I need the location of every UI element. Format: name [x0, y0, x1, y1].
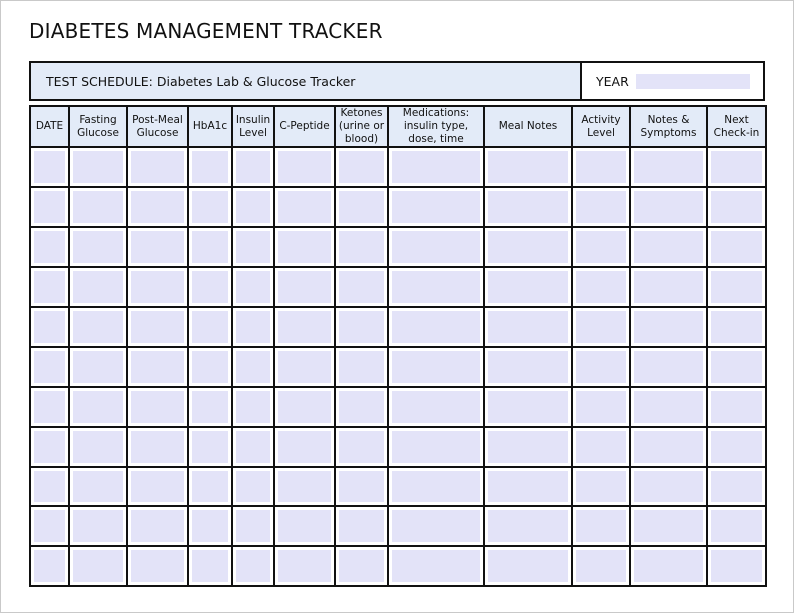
- table-cell-notes-symptoms: [630, 427, 707, 467]
- table-cell-date: [30, 427, 69, 467]
- table-cell-notes-symptoms: [630, 187, 707, 227]
- column-header-medications: Medications: insulin type, dose, time: [388, 106, 484, 147]
- medications-input[interactable]: [392, 231, 480, 263]
- ketones-input[interactable]: [339, 550, 384, 582]
- meal-notes-input[interactable]: [488, 151, 568, 183]
- activity-level-input[interactable]: [576, 151, 626, 183]
- c-peptide-input[interactable]: [278, 510, 331, 542]
- table-cell-fasting-glucose: [69, 387, 127, 427]
- table-cell-notes-symptoms: [630, 506, 707, 546]
- table-cell-c-peptide: [274, 187, 335, 227]
- notes-symptoms-input[interactable]: [634, 191, 703, 223]
- table-cell-hba1c: [188, 147, 232, 187]
- table-cell-meal-notes: [484, 387, 572, 427]
- table-cell-ketones: [335, 267, 388, 307]
- fasting-glucose-input[interactable]: [73, 191, 123, 223]
- ketones-input[interactable]: [339, 431, 384, 463]
- table-cell-hba1c: [188, 467, 232, 507]
- table-cell-next-check-in: [707, 546, 766, 586]
- meal-notes-input[interactable]: [488, 231, 568, 263]
- activity-level-input[interactable]: [576, 231, 626, 263]
- table-cell-activity-level: [572, 506, 630, 546]
- insulin-level-input[interactable]: [236, 391, 270, 423]
- table-cell-ketones: [335, 227, 388, 267]
- test-schedule-label: TEST SCHEDULE: Diabetes Lab & Glucose Tracker: [31, 63, 582, 99]
- meal-notes-input[interactable]: [488, 191, 568, 223]
- ketones-input[interactable]: [339, 191, 384, 223]
- insulin-level-input[interactable]: [236, 271, 270, 303]
- table-row: [30, 307, 766, 347]
- c-peptide-input[interactable]: [278, 391, 331, 423]
- date-input[interactable]: [34, 231, 65, 263]
- table-cell-notes-symptoms: [630, 227, 707, 267]
- table-cell-notes-symptoms: [630, 267, 707, 307]
- table-cell-insulin-level: [232, 227, 274, 267]
- table-cell-meal-notes: [484, 227, 572, 267]
- hba1c-input[interactable]: [192, 431, 228, 463]
- table-cell-insulin-level: [232, 546, 274, 586]
- c-peptide-input[interactable]: [278, 311, 331, 343]
- table-cell-fasting-glucose: [69, 427, 127, 467]
- table-cell-activity-level: [572, 467, 630, 507]
- table-cell-insulin-level: [232, 267, 274, 307]
- table-cell-activity-level: [572, 546, 630, 586]
- fasting-glucose-input[interactable]: [73, 311, 123, 343]
- table-cell-meal-notes: [484, 506, 572, 546]
- next-check-in-input[interactable]: [711, 391, 762, 423]
- table-cell-date: [30, 467, 69, 507]
- table-cell-ketones: [335, 506, 388, 546]
- table-cell-next-check-in: [707, 147, 766, 187]
- fasting-glucose-input[interactable]: [73, 351, 123, 383]
- table-cell-hba1c: [188, 187, 232, 227]
- ketones-input[interactable]: [339, 271, 384, 303]
- table-cell-ketones: [335, 427, 388, 467]
- table-cell-medications: [388, 506, 484, 546]
- next-check-in-input[interactable]: [711, 471, 762, 503]
- table-cell-activity-level: [572, 147, 630, 187]
- medications-input[interactable]: [392, 550, 480, 582]
- meal-notes-input[interactable]: [488, 510, 568, 542]
- table-cell-medications: [388, 267, 484, 307]
- table-cell-fasting-glucose: [69, 187, 127, 227]
- next-check-in-input[interactable]: [711, 231, 762, 263]
- tracker-table: [29, 105, 767, 587]
- hba1c-input[interactable]: [192, 550, 228, 582]
- table-row: [30, 187, 766, 227]
- hba1c-input[interactable]: [192, 351, 228, 383]
- column-header-next-check-in: Next Check-in: [707, 106, 766, 147]
- c-peptide-input[interactable]: [278, 550, 331, 582]
- c-peptide-input[interactable]: [278, 471, 331, 503]
- insulin-level-input[interactable]: [236, 550, 270, 582]
- meal-notes-input[interactable]: [488, 471, 568, 503]
- date-input[interactable]: [34, 311, 65, 343]
- table-cell-hba1c: [188, 387, 232, 427]
- table-cell-medications: [388, 427, 484, 467]
- activity-level-input[interactable]: [576, 351, 626, 383]
- table-cell-c-peptide: [274, 387, 335, 427]
- next-check-in-input[interactable]: [711, 271, 762, 303]
- year-input[interactable]: [636, 74, 750, 89]
- post-meal-glucose-input[interactable]: [131, 471, 184, 503]
- table-cell-insulin-level: [232, 467, 274, 507]
- notes-symptoms-input[interactable]: [634, 351, 703, 383]
- post-meal-glucose-input[interactable]: [131, 191, 184, 223]
- column-header-meal-notes: Meal Notes: [484, 106, 572, 147]
- table-cell-c-peptide: [274, 506, 335, 546]
- table-cell-next-check-in: [707, 187, 766, 227]
- notes-symptoms-input[interactable]: [634, 550, 703, 582]
- table-cell-post-meal-glucose: [127, 347, 188, 387]
- table-cell-date: [30, 267, 69, 307]
- insulin-level-input[interactable]: [236, 311, 270, 343]
- table-cell-post-meal-glucose: [127, 427, 188, 467]
- table-cell-meal-notes: [484, 347, 572, 387]
- date-input[interactable]: [34, 351, 65, 383]
- medications-input[interactable]: [392, 151, 480, 183]
- table-row: [30, 427, 766, 467]
- notes-symptoms-input[interactable]: [634, 510, 703, 542]
- table-cell-meal-notes: [484, 267, 572, 307]
- table-row: [30, 546, 766, 586]
- activity-level-input[interactable]: [576, 471, 626, 503]
- table-cell-notes-symptoms: [630, 546, 707, 586]
- table-cell-post-meal-glucose: [127, 546, 188, 586]
- post-meal-glucose-input[interactable]: [131, 550, 184, 582]
- fasting-glucose-input[interactable]: [73, 471, 123, 503]
- ketones-input[interactable]: [339, 510, 384, 542]
- c-peptide-input[interactable]: [278, 351, 331, 383]
- table-cell-next-check-in: [707, 267, 766, 307]
- table-cell-date: [30, 387, 69, 427]
- table-cell-next-check-in: [707, 307, 766, 347]
- notes-symptoms-input[interactable]: [634, 391, 703, 423]
- table-cell-fasting-glucose: [69, 267, 127, 307]
- medications-input[interactable]: [392, 311, 480, 343]
- hba1c-input[interactable]: [192, 151, 228, 183]
- table-cell-notes-symptoms: [630, 467, 707, 507]
- table-cell-activity-level: [572, 307, 630, 347]
- meal-notes-input[interactable]: [488, 550, 568, 582]
- post-meal-glucose-input[interactable]: [131, 510, 184, 542]
- ketones-input[interactable]: [339, 151, 384, 183]
- table-cell-notes-symptoms: [630, 147, 707, 187]
- column-header-activity-level: Activity Level: [572, 106, 630, 147]
- table-cell-medications: [388, 307, 484, 347]
- ketones-input[interactable]: [339, 351, 384, 383]
- activity-level-input[interactable]: [576, 311, 626, 343]
- meal-notes-input[interactable]: [488, 351, 568, 383]
- table-cell-medications: [388, 387, 484, 427]
- post-meal-glucose-input[interactable]: [131, 431, 184, 463]
- table-row: [30, 467, 766, 507]
- table-row: [30, 227, 766, 267]
- table-cell-hba1c: [188, 267, 232, 307]
- table-cell-next-check-in: [707, 506, 766, 546]
- table-cell-hba1c: [188, 227, 232, 267]
- hba1c-input[interactable]: [192, 311, 228, 343]
- table-cell-c-peptide: [274, 147, 335, 187]
- hba1c-input[interactable]: [192, 271, 228, 303]
- date-input[interactable]: [34, 510, 65, 542]
- table-cell-post-meal-glucose: [127, 147, 188, 187]
- table-cell-date: [30, 347, 69, 387]
- table-cell-fasting-glucose: [69, 227, 127, 267]
- table-cell-c-peptide: [274, 467, 335, 507]
- meal-notes-input[interactable]: [488, 271, 568, 303]
- table-cell-post-meal-glucose: [127, 267, 188, 307]
- next-check-in-input[interactable]: [711, 191, 762, 223]
- column-header-insulin-level: Insulin Level: [232, 106, 274, 147]
- table-cell-post-meal-glucose: [127, 387, 188, 427]
- column-header-c-peptide: C-Peptide: [274, 106, 335, 147]
- medications-input[interactable]: [392, 431, 480, 463]
- table-cell-ketones: [335, 307, 388, 347]
- meal-notes-input[interactable]: [488, 311, 568, 343]
- table-cell-next-check-in: [707, 467, 766, 507]
- insulin-level-input[interactable]: [236, 231, 270, 263]
- table-cell-ketones: [335, 387, 388, 427]
- table-cell-activity-level: [572, 187, 630, 227]
- column-header-date: DATE: [30, 106, 69, 147]
- table-cell-insulin-level: [232, 506, 274, 546]
- activity-level-input[interactable]: [576, 191, 626, 223]
- date-input[interactable]: [34, 431, 65, 463]
- medications-input[interactable]: [392, 471, 480, 503]
- insulin-level-input[interactable]: [236, 351, 270, 383]
- column-header-hba1c: HbA1c: [188, 106, 232, 147]
- insulin-level-input[interactable]: [236, 191, 270, 223]
- table-cell-c-peptide: [274, 227, 335, 267]
- year-cell: [582, 63, 763, 99]
- table-cell-fasting-glucose: [69, 546, 127, 586]
- column-header-ketones: Ketones (urine or blood): [335, 106, 388, 147]
- post-meal-glucose-input[interactable]: [131, 231, 184, 263]
- insulin-level-input[interactable]: [236, 510, 270, 542]
- post-meal-glucose-input[interactable]: [131, 351, 184, 383]
- post-meal-glucose-input[interactable]: [131, 271, 184, 303]
- table-cell-post-meal-glucose: [127, 307, 188, 347]
- activity-level-input[interactable]: [576, 431, 626, 463]
- table-cell-meal-notes: [484, 467, 572, 507]
- meal-notes-input[interactable]: [488, 391, 568, 423]
- table-cell-date: [30, 187, 69, 227]
- table-cell-insulin-level: [232, 347, 274, 387]
- insulin-level-input[interactable]: [236, 471, 270, 503]
- table-cell-medications: [388, 227, 484, 267]
- medications-input[interactable]: [392, 271, 480, 303]
- table-cell-date: [30, 546, 69, 586]
- insulin-level-input[interactable]: [236, 431, 270, 463]
- c-peptide-input[interactable]: [278, 271, 331, 303]
- table-cell-meal-notes: [484, 546, 572, 586]
- c-peptide-input[interactable]: [278, 191, 331, 223]
- meal-notes-input[interactable]: [488, 431, 568, 463]
- date-input[interactable]: [34, 271, 65, 303]
- date-input[interactable]: [34, 151, 65, 183]
- activity-level-input[interactable]: [576, 271, 626, 303]
- table-cell-post-meal-glucose: [127, 227, 188, 267]
- table-cell-c-peptide: [274, 267, 335, 307]
- table-cell-medications: [388, 347, 484, 387]
- date-input[interactable]: [34, 471, 65, 503]
- table-cell-insulin-level: [232, 187, 274, 227]
- fasting-glucose-input[interactable]: [73, 510, 123, 542]
- table-cell-c-peptide: [274, 307, 335, 347]
- table-cell-insulin-level: [232, 147, 274, 187]
- table-cell-ketones: [335, 546, 388, 586]
- table-cell-activity-level: [572, 267, 630, 307]
- table-cell-medications: [388, 546, 484, 586]
- table-cell-notes-symptoms: [630, 347, 707, 387]
- table-cell-fasting-glucose: [69, 506, 127, 546]
- table-cell-hba1c: [188, 506, 232, 546]
- table-cell-hba1c: [188, 546, 232, 586]
- table-cell-next-check-in: [707, 427, 766, 467]
- ketones-input[interactable]: [339, 311, 384, 343]
- table-cell-next-check-in: [707, 227, 766, 267]
- hba1c-input[interactable]: [192, 191, 228, 223]
- post-meal-glucose-input[interactable]: [131, 391, 184, 423]
- fasting-glucose-input[interactable]: [73, 550, 123, 582]
- date-input[interactable]: [34, 391, 65, 423]
- table-cell-date: [30, 227, 69, 267]
- table-cell-c-peptide: [274, 546, 335, 586]
- table-row: [30, 387, 766, 427]
- activity-level-input[interactable]: [576, 550, 626, 582]
- insulin-level-input[interactable]: [236, 151, 270, 183]
- fasting-glucose-input[interactable]: [73, 391, 123, 423]
- medications-input[interactable]: [392, 510, 480, 542]
- table-cell-meal-notes: [484, 147, 572, 187]
- table-cell-insulin-level: [232, 307, 274, 347]
- table-cell-next-check-in: [707, 347, 766, 387]
- table-cell-ketones: [335, 187, 388, 227]
- notes-symptoms-input[interactable]: [634, 431, 703, 463]
- table-cell-c-peptide: [274, 347, 335, 387]
- table-cell-fasting-glucose: [69, 147, 127, 187]
- table-cell-notes-symptoms: [630, 387, 707, 427]
- medications-input[interactable]: [392, 391, 480, 423]
- hba1c-input[interactable]: [192, 510, 228, 542]
- next-check-in-input[interactable]: [711, 351, 762, 383]
- notes-symptoms-input[interactable]: [634, 311, 703, 343]
- hba1c-input[interactable]: [192, 231, 228, 263]
- year-label: YEAR: [596, 73, 629, 89]
- table-cell-meal-notes: [484, 307, 572, 347]
- table-cell-medications: [388, 467, 484, 507]
- tracker-body: [30, 147, 766, 586]
- table-cell-fasting-glucose: [69, 307, 127, 347]
- column-header-fasting-glucose: Fasting Glucose: [69, 106, 127, 147]
- table-cell-date: [30, 307, 69, 347]
- date-input[interactable]: [34, 191, 65, 223]
- fasting-glucose-input[interactable]: [73, 231, 123, 263]
- medications-input[interactable]: [392, 191, 480, 223]
- ketones-input[interactable]: [339, 391, 384, 423]
- table-row: [30, 267, 766, 307]
- date-input[interactable]: [34, 550, 65, 582]
- table-cell-fasting-glucose: [69, 347, 127, 387]
- post-meal-glucose-input[interactable]: [131, 151, 184, 183]
- page-title: DIABETES MANAGEMENT TRACKER: [29, 19, 383, 43]
- notes-symptoms-input[interactable]: [634, 151, 703, 183]
- notes-symptoms-input[interactable]: [634, 471, 703, 503]
- table-row: [30, 506, 766, 546]
- table-cell-date: [30, 147, 69, 187]
- table-cell-meal-notes: [484, 427, 572, 467]
- table-cell-post-meal-glucose: [127, 467, 188, 507]
- c-peptide-input[interactable]: [278, 431, 331, 463]
- next-check-in-input[interactable]: [711, 151, 762, 183]
- table-cell-fasting-glucose: [69, 467, 127, 507]
- table-cell-activity-level: [572, 427, 630, 467]
- table-cell-notes-symptoms: [630, 307, 707, 347]
- next-check-in-input[interactable]: [711, 550, 762, 582]
- c-peptide-input[interactable]: [278, 231, 331, 263]
- next-check-in-input[interactable]: [711, 510, 762, 542]
- activity-level-input[interactable]: [576, 510, 626, 542]
- table-cell-activity-level: [572, 387, 630, 427]
- fasting-glucose-input[interactable]: [73, 431, 123, 463]
- table-cell-activity-level: [572, 347, 630, 387]
- table-cell-activity-level: [572, 227, 630, 267]
- table-cell-c-peptide: [274, 427, 335, 467]
- ketones-input[interactable]: [339, 231, 384, 263]
- table-header-row: [30, 106, 766, 147]
- table-cell-date: [30, 506, 69, 546]
- hba1c-input[interactable]: [192, 391, 228, 423]
- notes-symptoms-input[interactable]: [634, 271, 703, 303]
- table-cell-ketones: [335, 467, 388, 507]
- c-peptide-input[interactable]: [278, 151, 331, 183]
- next-check-in-input[interactable]: [711, 431, 762, 463]
- activity-level-input[interactable]: [576, 391, 626, 423]
- column-header-notes-symptoms: Notes & Symptoms: [630, 106, 707, 147]
- table-row: [30, 347, 766, 387]
- table-cell-ketones: [335, 347, 388, 387]
- next-check-in-input[interactable]: [711, 311, 762, 343]
- table-row: [30, 147, 766, 187]
- notes-symptoms-input[interactable]: [634, 231, 703, 263]
- table-cell-hba1c: [188, 427, 232, 467]
- ketones-input[interactable]: [339, 471, 384, 503]
- table-cell-next-check-in: [707, 387, 766, 427]
- post-meal-glucose-input[interactable]: [131, 311, 184, 343]
- table-cell-medications: [388, 147, 484, 187]
- medications-input[interactable]: [392, 351, 480, 383]
- table-cell-post-meal-glucose: [127, 506, 188, 546]
- table-cell-insulin-level: [232, 387, 274, 427]
- table-cell-ketones: [335, 147, 388, 187]
- fasting-glucose-input[interactable]: [73, 271, 123, 303]
- table-cell-hba1c: [188, 307, 232, 347]
- table-cell-post-meal-glucose: [127, 187, 188, 227]
- column-header-post-meal-glucose: Post-Meal Glucose: [127, 106, 188, 147]
- table-cell-insulin-level: [232, 427, 274, 467]
- hba1c-input[interactable]: [192, 471, 228, 503]
- table-cell-meal-notes: [484, 187, 572, 227]
- fasting-glucose-input[interactable]: [73, 151, 123, 183]
- table-cell-hba1c: [188, 347, 232, 387]
- table-cell-medications: [388, 187, 484, 227]
- schedule-header-bar: [29, 61, 765, 101]
